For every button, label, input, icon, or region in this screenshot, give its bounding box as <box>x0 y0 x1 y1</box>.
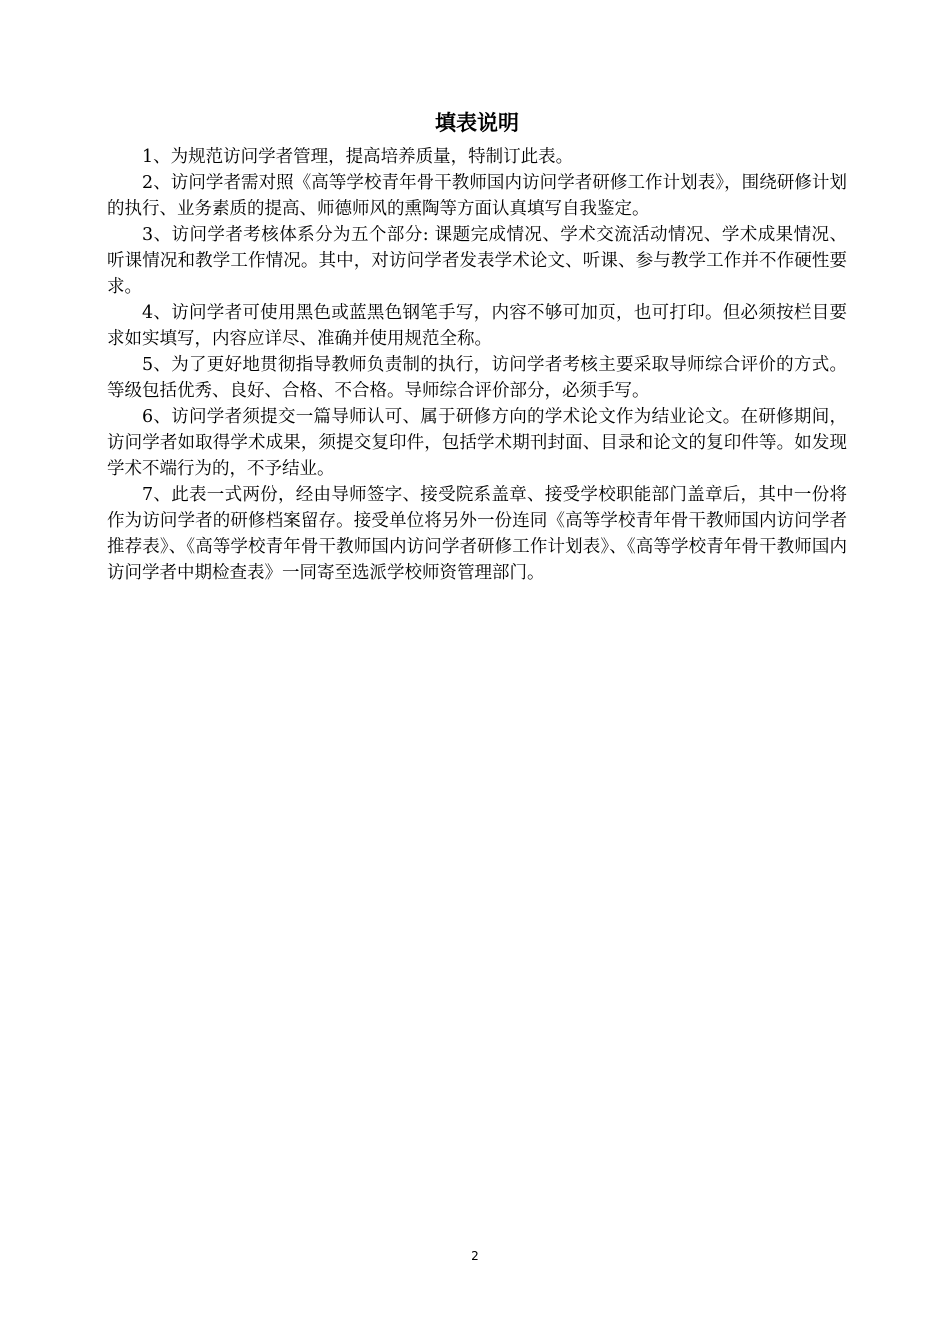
instruction-paragraph-3: 3、访问学者考核体系分为五个部分: 课题完成情况、学术交流活动情况、学术成果情况、听课情况和教学工作情况。其中，对访问学者发表学术论文、听课、参与教学工作并不作硬性要求。 <box>107 225 847 297</box>
instruction-paragraph-6: 6、访问学者须提交一篇导师认可、属于研修方向的学术论文作为结业论文。在研修期间，访问学者如取得学术成果，须提交复印件，包括学术期刊封面、目录和论文的复印件等。如发现学术不端行为的，不予结业。 <box>107 407 847 479</box>
instruction-paragraph-1: 1、为规范访问学者管理，提高培养质量，特制订此表。 <box>142 147 574 167</box>
page-number: 2 <box>471 1249 479 1263</box>
instruction-paragraph-7: 7、此表一式两份，经由导师签字、接受院系盖章、接受学校职能部门盖章后，其中一份将作为访问学者的研修档案留存。接受单位将另外一份连同《高等学校青年骨干教师国内访问学者推荐表》、《高等学校青年骨干教师国内访问学者研修工作计划表》、《高等学校青年骨干教师国内访问学者中期检查表》一同寄至选派学校师资管理部门。 <box>107 485 847 583</box>
page-title: 填表说明 <box>435 110 519 135</box>
document-body <box>107 108 847 586</box>
instruction-paragraph-5: 5、为了更好地贯彻指导教师负责制的执行，访问学者考核主要采取导师综合评价的方式。等级包括优秀、良好、合格、不合格。导师综合评价部分，必须手写。 <box>107 355 847 401</box>
instruction-paragraph-4: 4、访问学者可使用黑色或蓝黑色钢笔手写，内容不够可加页，也可打印。但必须按栏目要求如实填写，内容应详尽、准确并使用规范全称。 <box>107 303 847 349</box>
instruction-paragraph-2: 2、访问学者需对照《高等学校青年骨干教师国内访问学者研修工作计划表》，围绕研修计划的执行、业务素质的提高、师德师风的熏陶等方面认真填写自我鉴定。 <box>107 173 847 219</box>
